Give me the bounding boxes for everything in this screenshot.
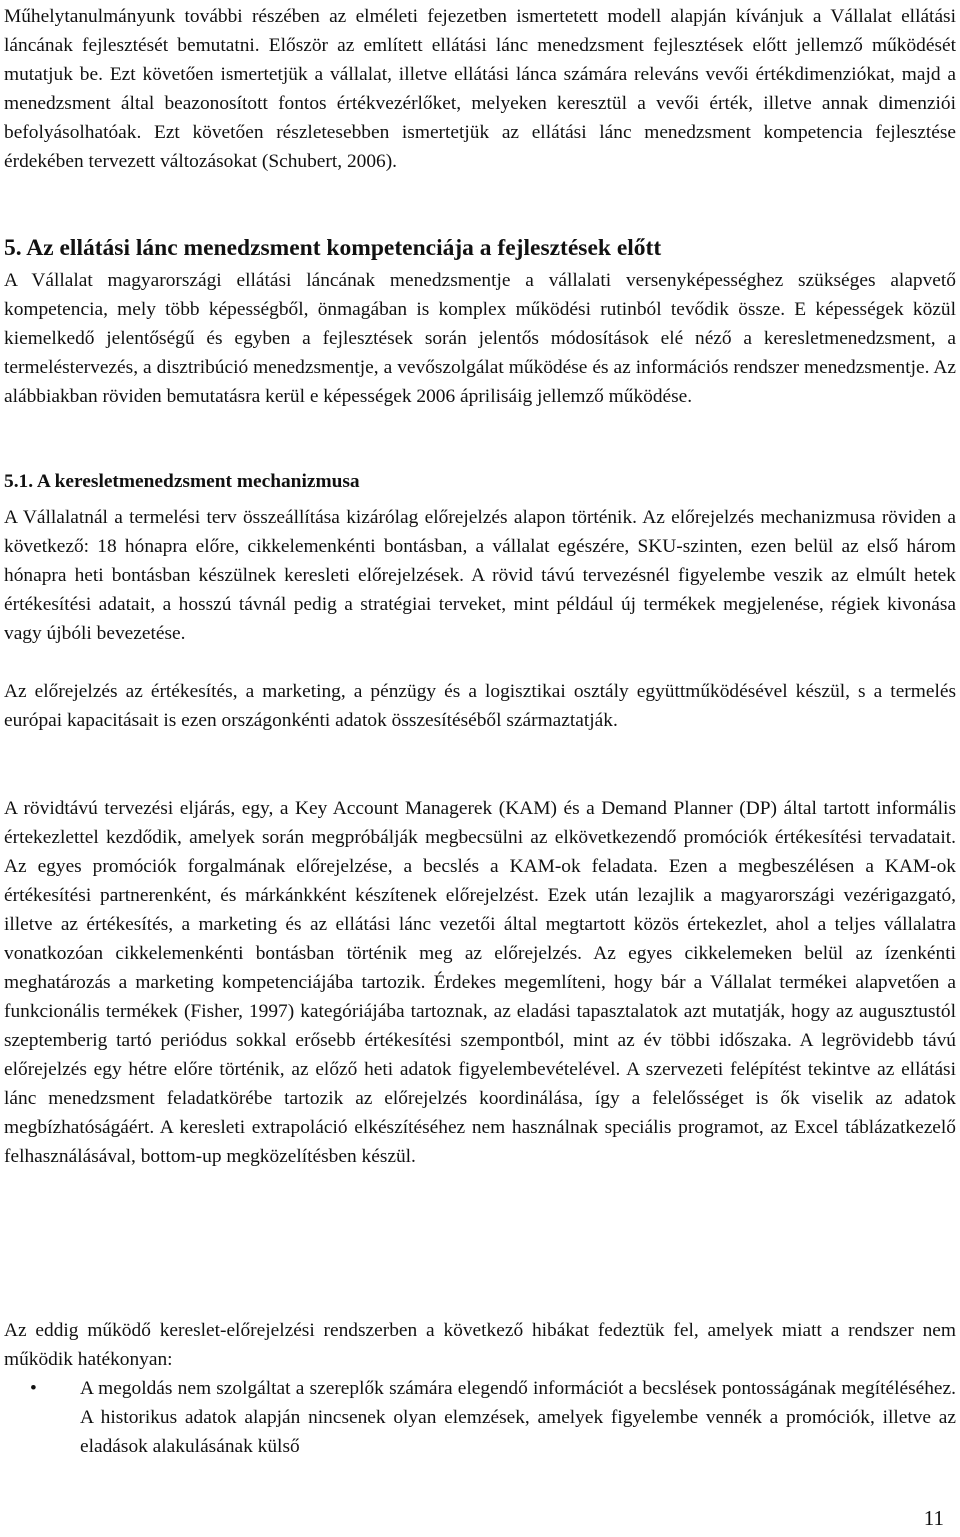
- intro-paragraph: Műhelytanulmányunk további részében az elméleti fejezetben ismertetett modell alapján kívánjuk a Vállalat ellátási láncának fejlesztését bemutatni. Először az említett ellátási lánc menedzsment fejlesztések előtt jellemző működését mutatjuk be. Ezt követően ismertetjük a vállalat, illetve ellátási lánca számára releváns vevői értékdimenziókat, majd a menedzsment által beazonosított fontos értékvezérlőket, melyeken keresztül a vevői érték, illetve annak dimenziói befolyásolhatóak. Ezt követően részletesebben ismertetjük az ellátási lánc menedzsment kompetencia fejlesztése érdekében tervezett változásokat (Schubert, 2006).: [4, 6, 956, 172]
- section-5-1-paragraph-short-term: A rövidtávú tervezési eljárás, egy, a Key Account Managerek (KAM) és a Demand Planner (DP) által tartott informális értekezlettel kezdődik, amelyek során megpróbálják megbecsülni az elkövetkezendő promóciók értékesítési tervadatait. Az egyes promóciók forgalmának előrejelzése, a becslés a KAM-ok feladata. Ezen a megbeszélésen a KAM-ok értékesítési partnerenként, és márkánkként készítenek előrejelzést. Ezek után lezajlik a magyarországi vezérigazgató, illetve az értékesítés, a marketing és az ellátási lánc vezetői által megtartott közös értekezlet, ahol a teljes vállalatra vonatkozóan cikkelemenkénti bontásban történik meg az előrejelzés. Az egyes cikkelemeken belül az ízenkénti meghatározás a marketing kompetenciájába tartozik. Érdekes megemlíteni, hogy bár a Vállalat termékei alapvetően a funkcionális termékek (Fisher, 1997) kategóriájába tartoznak, az eladási tapasztalatok azt mutatják, hogy az augusztustól szeptemberig tartó periódus sokkal erősebb értékesítési szempontból, mint az év többi időszaka. A legrövidebb távú előrejelzés egy hétre előre történik, az előző heti adatok figyelembevételével. A szervezeti felépítést tekintve az ellátási lánc menedzsment feladatkörébe tartozik az előrejelzés koordinálása, így a felelősséget is ők viselik az adatok megbízhatóságáért. A keresleti extrapoláció elkészítéséhez nem használnak speciális programot, az Excel táblázatkezelő felhasználásával, bottom-up megközelítésben készül.: [4, 798, 956, 1167]
- section-5-1-paragraph-cooperation: Az előrejelzés az értékesítés, a marketing, a pénzügy és a logisztikai osztály együttműködésével készül, s a termelés európai kapacitásait is ezen országonkénti adatok összesítéséből származtatják.: [4, 681, 956, 731]
- error-list: [4, 1374, 956, 1461]
- section-5-paragraph: A Vállalat magyarországi ellátási láncának menedzsmentje a vállalati versenyképességhez szükséges alapvető kompetencia, mely több képességből, önmagában is komplex működési rutinból tevődik össze. E képességek közül kiemelkedő jelentőségű és egyben a fejlesztések során jelentős módosítások elé néző a keresletmenedzsment, a termeléstervezés, a disztribúció menedzsmentje, a vevőszolgálat működése és az információs rendszer menedzsmentje. Az alábbiakban röviden bemutatásra kerül e képességek 2006 áprilisáig jellemző működése.: [4, 270, 956, 407]
- page-number: 11: [923, 1506, 944, 1530]
- section-5-heading: 5. Az ellátási lánc menedzsment kompetenciája a fejlesztések előtt: [4, 235, 662, 261]
- list-item-text: A megoldás nem szolgáltat a szereplők számára elegendő információt a becslések pontosságának megítéléséhez. A historikus adatok alapján nincsenek olyan elemzések, amelyek figyelembe vennék a promóciók, illetve az eladások alakulásának külső: [80, 1378, 956, 1457]
- list-item: [4, 1374, 956, 1461]
- section-5-1-paragraph-forecast: A Vállalatnál a termelési terv összeállítása kizárólag előrejelzés alapon történik. Az előrejelzés mechanizmusa röviden a következő: 18 hónapra előre, cikkelemenkénti bontásban, a vállalat egészére, SKU-szinten, ezen belül az első három hónapra heti bontásban készülnek keresleti előrejelzések. A rövid távú tervezésnél figyelembe veszik az elmúlt hetek értékesítési adatait, a hosszú távnál pedig a stratégiai terveket, mint például új termékek megjelenése, régiek kivonása vagy újbóli bevezetése.: [4, 507, 956, 644]
- section-5-1-paragraph-errors: Az eddig működő kereslet-előrejelzési rendszerben a következő hibákat fedeztük fel, amelyek miatt a rendszer nem működik hatékonyan:: [4, 1320, 956, 1370]
- bullet-icon: •: [30, 1378, 37, 1399]
- section-5-1-heading: 5.1. A keresletmenedzsment mechanizmusa: [4, 471, 360, 492]
- document-page: [4, 0, 956, 1537]
